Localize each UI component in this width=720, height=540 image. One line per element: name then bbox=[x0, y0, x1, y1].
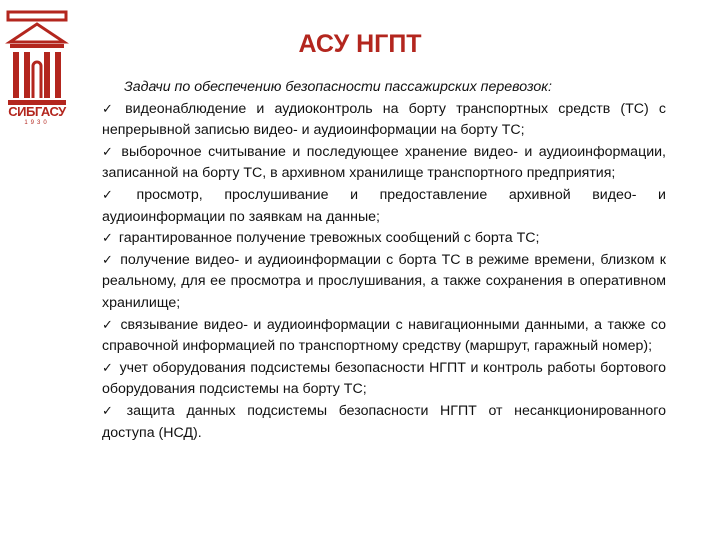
list-item: ✓ выборочное считывание и последующее хранение видео- и аудиоинформации, записанной на борту ТС, в архивном хранилище транспортного предприятия; bbox=[102, 143, 666, 182]
check-icon: ✓ bbox=[102, 317, 115, 333]
list-item: ✓ учет оборудования подсистемы безопасности НГПТ и контроль работы бортового оборудования подсистемы на борту ТС; bbox=[102, 359, 666, 398]
list-item: ✓ защита данных подсистемы безопасности НГПТ от несанкционированного доступа (НСД). bbox=[102, 402, 666, 441]
list-heading: Задачи по обеспечению безопасности пассажирских перевозок: bbox=[124, 79, 552, 95]
list-item: ✓ связывание видео- и аудиоинформации с навигационными данными, а также со справочной информацией по транспортному средству (маршрут, гаражный номер); bbox=[102, 316, 666, 355]
logo-year: 1930 bbox=[24, 120, 50, 126]
building-emblem-icon bbox=[4, 8, 70, 112]
check-icon: ✓ bbox=[102, 144, 116, 160]
check-icon: ✓ bbox=[102, 403, 121, 419]
check-icon: ✓ bbox=[102, 101, 120, 117]
list-item: ✓ просмотр, прослушивание и предоставление архивной видео- и аудиоинформации по заявкам на данные; bbox=[102, 186, 666, 225]
logo-name: СИБГАСУ bbox=[8, 104, 66, 119]
check-icon: ✓ bbox=[102, 252, 115, 268]
list-item: ✓ видеонаблюдение и аудиоконтроль на борту транспортных средств (ТС) с непрерывной записью видео- и аудиоинформации на борту ТС; bbox=[102, 100, 666, 139]
list-item: ✓ получение видео- и аудиоинформации с борта ТС в режиме времени, близком к реальному, для ее просмотра и прослушивания, а также сохранения в оперативном хранилище; bbox=[102, 251, 666, 311]
task-list bbox=[102, 77, 666, 444]
check-icon: ✓ bbox=[102, 360, 114, 376]
list-item: ✓ гарантированное получение тревожных сообщений с борта ТС; bbox=[102, 230, 540, 247]
check-icon: ✓ bbox=[102, 187, 131, 203]
check-icon: ✓ bbox=[102, 231, 113, 247]
page-title: АСУ НГПТ bbox=[298, 30, 422, 58]
